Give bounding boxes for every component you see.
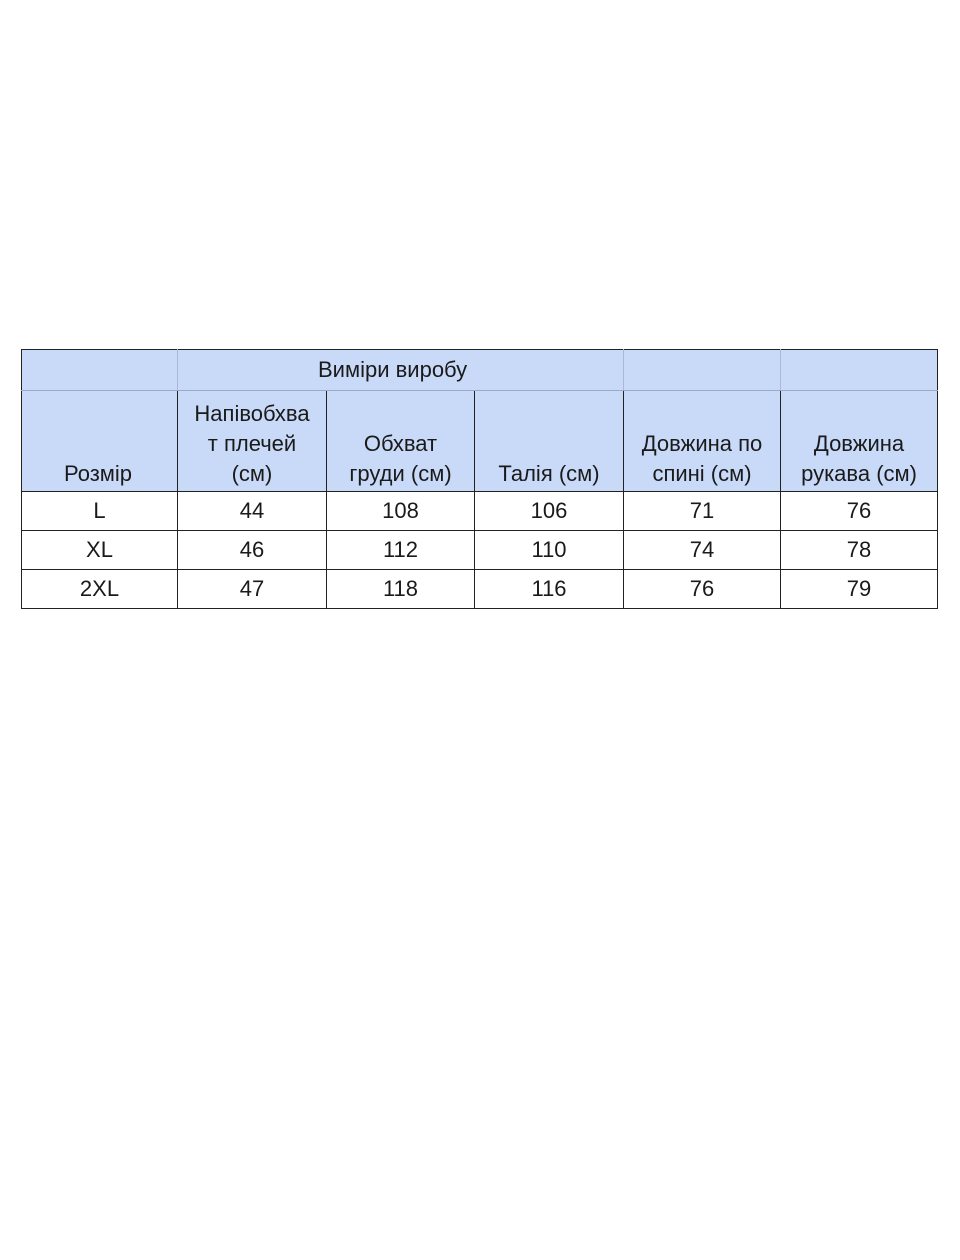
table-cell: 110: [475, 531, 624, 570]
table-cell: 79: [781, 570, 938, 609]
column-header-line: (см): [231, 461, 273, 486]
column-header-chest: [327, 391, 475, 492]
table-row: [22, 570, 938, 609]
table-cell: 76: [624, 570, 781, 609]
table-cell: 47: [178, 570, 327, 609]
table-cell: 118: [327, 570, 475, 609]
header-empty-cell: [624, 350, 781, 391]
table-cell: 78: [781, 531, 938, 570]
column-header-line: Розмір: [64, 461, 133, 486]
table-cell-size: XL: [22, 531, 178, 570]
column-header-line: рукава (см): [801, 461, 917, 486]
table-cell: 116: [475, 570, 624, 609]
table-cell: 106: [475, 492, 624, 531]
column-header-line: спині (см): [652, 461, 752, 486]
column-header-line: Напівобхва: [194, 401, 310, 426]
table-cell: 112: [327, 531, 475, 570]
column-header-line: груди (см): [349, 461, 452, 486]
column-header-waist: [475, 391, 624, 492]
table-cell: 46: [178, 531, 327, 570]
group-title: Виміри виробу: [178, 350, 624, 391]
table-cell: 76: [781, 492, 938, 531]
header-empty-cell: [781, 350, 938, 391]
column-header-line: т плечей: [207, 431, 297, 456]
size-chart: [21, 349, 937, 609]
table-cell: 108: [327, 492, 475, 531]
column-header-line: Довжина по: [641, 431, 763, 456]
table-row: [22, 531, 938, 570]
column-header-size: [22, 391, 178, 492]
column-header-line: Обхват: [363, 431, 438, 456]
table-cell: 44: [178, 492, 327, 531]
table-cell-size: 2XL: [22, 570, 178, 609]
column-header-line: Довжина: [813, 431, 905, 456]
table-row: [22, 492, 938, 531]
table-group-header-row: [22, 350, 938, 391]
column-header-line: Талія (см): [498, 461, 600, 486]
table-header-row: [22, 391, 938, 492]
table-cell: 74: [624, 531, 781, 570]
column-header-shoulders: [178, 391, 327, 492]
table-cell: 71: [624, 492, 781, 531]
table-cell-size: L: [22, 492, 178, 531]
header-empty-cell: [22, 350, 178, 391]
column-header-sleeve-length: [781, 391, 938, 492]
size-table: [21, 349, 938, 609]
column-header-back-length: [624, 391, 781, 492]
